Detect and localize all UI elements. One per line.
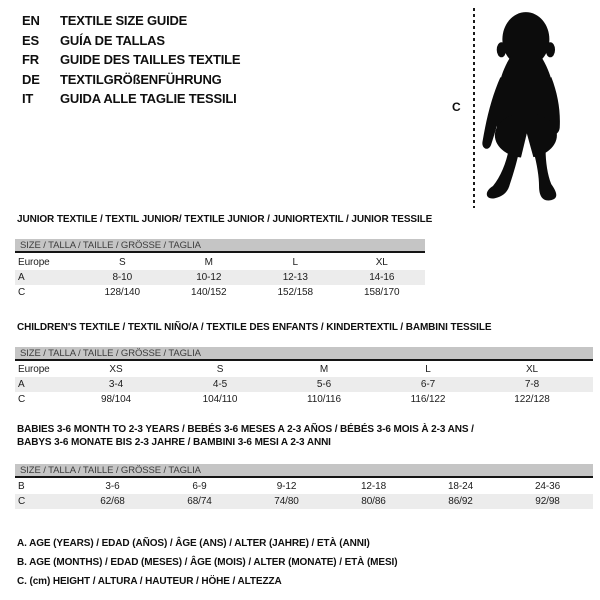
lang-row-es bbox=[22, 31, 240, 51]
cell: 12-18 bbox=[360, 481, 387, 492]
lang-code: IT bbox=[22, 91, 34, 106]
cell: 5-6 bbox=[316, 379, 332, 390]
row-label: C bbox=[18, 287, 26, 298]
lang-row-de bbox=[22, 70, 240, 90]
lang-code: EN bbox=[22, 13, 40, 28]
section-title-line: BABYS 3-6 MONATE BIS 2-3 JAHRE / BAMBINI 3-6 MESI A 2-3 ANNI bbox=[17, 436, 331, 448]
lang-label: GUIDE DES TAILLES TEXTILE bbox=[60, 52, 241, 67]
children-table bbox=[15, 362, 593, 407]
cell: 68/74 bbox=[187, 496, 212, 507]
lang-label: TEXTILGRÖßENFÜHRUNG bbox=[60, 71, 222, 87]
size-header-bar: SIZE / TALLA / TAILLE / GRÖSSE / TAGLIA bbox=[15, 464, 593, 478]
table-row bbox=[15, 255, 425, 270]
cell: 6-7 bbox=[420, 379, 436, 390]
cell: 12-13 bbox=[282, 272, 308, 283]
table-row bbox=[15, 494, 593, 509]
section-title-babies bbox=[17, 424, 474, 449]
cell: 3-6 bbox=[105, 481, 120, 492]
section-title-line: CHILDREN'S TEXTILE / TEXTIL NIÑO/A / TEXTILE DES ENFANTS / KINDERTEXTIL / BAMBINI TESSILE bbox=[17, 322, 492, 333]
cell: 6-9 bbox=[192, 481, 207, 492]
cell: XL bbox=[525, 364, 539, 375]
size-header-bar: SIZE / TALLA / TAILLE / GRÖSSE / TAGLIA bbox=[15, 347, 593, 361]
cell: 3-4 bbox=[108, 379, 124, 390]
cell: M bbox=[319, 364, 329, 375]
cell: XL bbox=[375, 257, 388, 268]
cell: XS bbox=[109, 364, 123, 375]
cell: 152/158 bbox=[277, 287, 313, 298]
cell: 86/92 bbox=[448, 496, 473, 507]
row-label: C bbox=[18, 496, 26, 507]
section-title-junior bbox=[17, 214, 432, 227]
cell: 8-10 bbox=[112, 272, 133, 283]
size-header-bar: SIZE / TALLA / TAILLE / GRÖSSE / TAGLIA bbox=[15, 239, 425, 253]
cell: 158/170 bbox=[364, 287, 400, 298]
lang-row-it bbox=[22, 89, 240, 109]
cell: 14-16 bbox=[369, 272, 395, 283]
cell: 62/68 bbox=[100, 496, 125, 507]
table-row bbox=[15, 479, 593, 494]
cell: 24-36 bbox=[534, 481, 561, 492]
table-row bbox=[15, 270, 425, 285]
cell: 7-8 bbox=[524, 379, 540, 390]
row-label: A bbox=[18, 272, 25, 283]
cell: 140/152 bbox=[191, 287, 227, 298]
section-title-line: JUNIOR TEXTILE / TEXTIL JUNIOR/ TEXTILE JUNIOR / JUNIORTEXTIL / JUNIOR TESSILE bbox=[17, 214, 433, 225]
table-row bbox=[15, 377, 593, 392]
cell: 98/104 bbox=[101, 394, 131, 405]
note-b: B. AGE (MONTHS) / EDAD (MESES) / ÂGE (MOIS) / ALTER (MONATE) / ETÀ (MESI) bbox=[17, 557, 398, 568]
row-label: Europe bbox=[18, 257, 50, 268]
lang-row-fr bbox=[22, 50, 240, 70]
cell: L bbox=[425, 364, 431, 375]
cell: 4-5 bbox=[212, 379, 228, 390]
cell: 18-24 bbox=[447, 481, 474, 492]
cell: 92/98 bbox=[535, 496, 560, 507]
baby-silhouette-icon bbox=[477, 7, 571, 210]
cell: 10-12 bbox=[196, 272, 222, 283]
section-title-line: BABIES 3-6 MONTH TO 2-3 YEARS / BEBÉS 3-6 MESES A 2-3 AÑOS / BÉBÉS 3-6 MOIS À 2-3 ANS / bbox=[17, 424, 474, 435]
row-label: Europe bbox=[18, 364, 50, 375]
cell: 116/122 bbox=[410, 394, 446, 405]
cell: 9-12 bbox=[276, 481, 297, 492]
note-a: A. AGE (YEARS) / EDAD (AÑOS) / ÂGE (ANS) / ALTER (JAHRE) / ETÀ (ANNI) bbox=[17, 538, 370, 549]
lang-label: GUIDA ALLE TAGLIE TESSILI bbox=[60, 91, 237, 106]
cell: 128/140 bbox=[104, 287, 140, 298]
lang-row-en bbox=[22, 11, 240, 31]
row-label: A bbox=[18, 379, 25, 390]
row-label: C bbox=[18, 394, 26, 405]
height-measure-line bbox=[473, 8, 475, 208]
cell: 110/116 bbox=[307, 394, 341, 405]
cell: 74/80 bbox=[274, 496, 299, 507]
lang-label: TEXTILE SIZE GUIDE bbox=[60, 13, 188, 28]
height-measure-label: C bbox=[452, 100, 461, 114]
lang-code: FR bbox=[22, 52, 39, 67]
cell: 104/110 bbox=[202, 394, 238, 405]
cell: 80/86 bbox=[361, 496, 386, 507]
baby-figure bbox=[440, 0, 600, 215]
language-list bbox=[22, 11, 240, 109]
lang-label: GUÍA DE TALLAS bbox=[60, 32, 165, 48]
note-c: C. (cm) HEIGHT / ALTURA / HAUTEUR / HÖHE / ALTEZZA bbox=[17, 576, 282, 587]
table-row bbox=[15, 362, 593, 377]
table-row bbox=[15, 392, 593, 407]
section-title-children bbox=[17, 322, 491, 335]
cell: M bbox=[204, 257, 213, 268]
table-row bbox=[15, 285, 425, 300]
cell: S bbox=[118, 257, 126, 268]
cell: 122/128 bbox=[514, 394, 550, 405]
babies-table bbox=[15, 479, 593, 509]
cell: S bbox=[216, 364, 224, 375]
junior-table bbox=[15, 255, 425, 300]
row-label: B bbox=[18, 481, 25, 492]
cell: L bbox=[292, 257, 298, 268]
legend-notes bbox=[17, 534, 397, 591]
lang-code: DE bbox=[22, 71, 40, 87]
lang-code: ES bbox=[22, 32, 39, 48]
